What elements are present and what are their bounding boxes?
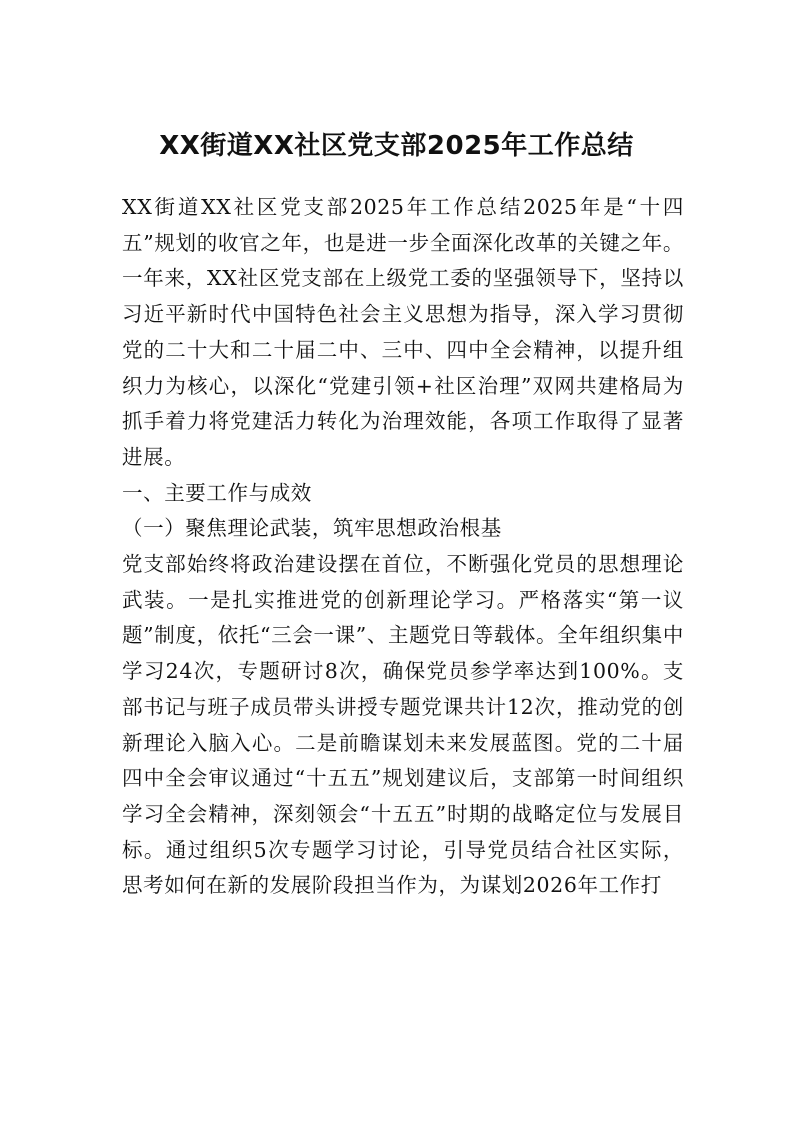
document-body <box>122 190 684 904</box>
section-heading-main-work: 一、主要工作与成效 <box>122 480 312 505</box>
document-title: XX街道XX社区党支部2025年工作总结 <box>159 131 634 161</box>
subsection-body-paragraph: 党支部始终将政治建设摆在首位，不断强化党员的思想理论武装。一是扎实推进党的创新理论学习。严格落实“第一议题”制度，依托“三会一课”、主题党日等载体。全年组织集中学习24次，专题研讨8次，确保党员参学率达到100%。支部书记与班子成员带头讲授专题党课共计12次，推动党的创新理论入脑入心。二是前瞻谋划未来发展蓝图。党的二十届四中全会审议通过“十五五”规划建议后，支部第一时间组织学习全会精神，深刻领会“十五五”时期的战略定位与发展目标。通过组织5次专题学习讨论，引导党员结合社区实际，思考如何在新的发展阶段担当作为，为谋划2026年工作打 <box>122 552 684 898</box>
subsection-heading-theory: （一）聚焦理论武装，筑牢思想政治根基 <box>122 516 502 541</box>
intro-paragraph: XX街道XX社区党支部2025年工作总结2025年是“十四五”规划的收官之年，也是进一步全面深化改革的关键之年。一年来，XX社区党支部在上级党工委的坚强领导下，坚持以习近平新时代中国特色社会主义思想为指导，深入学习贯彻党的二十大和二十届二中、三中、四中全会精神，以提升组织力为核心，以深化“党建引领+社区治理”双网共建格局为抓手着力将党建活力转化为治理效能，各项工作取得了显著进展。 <box>122 195 684 469</box>
